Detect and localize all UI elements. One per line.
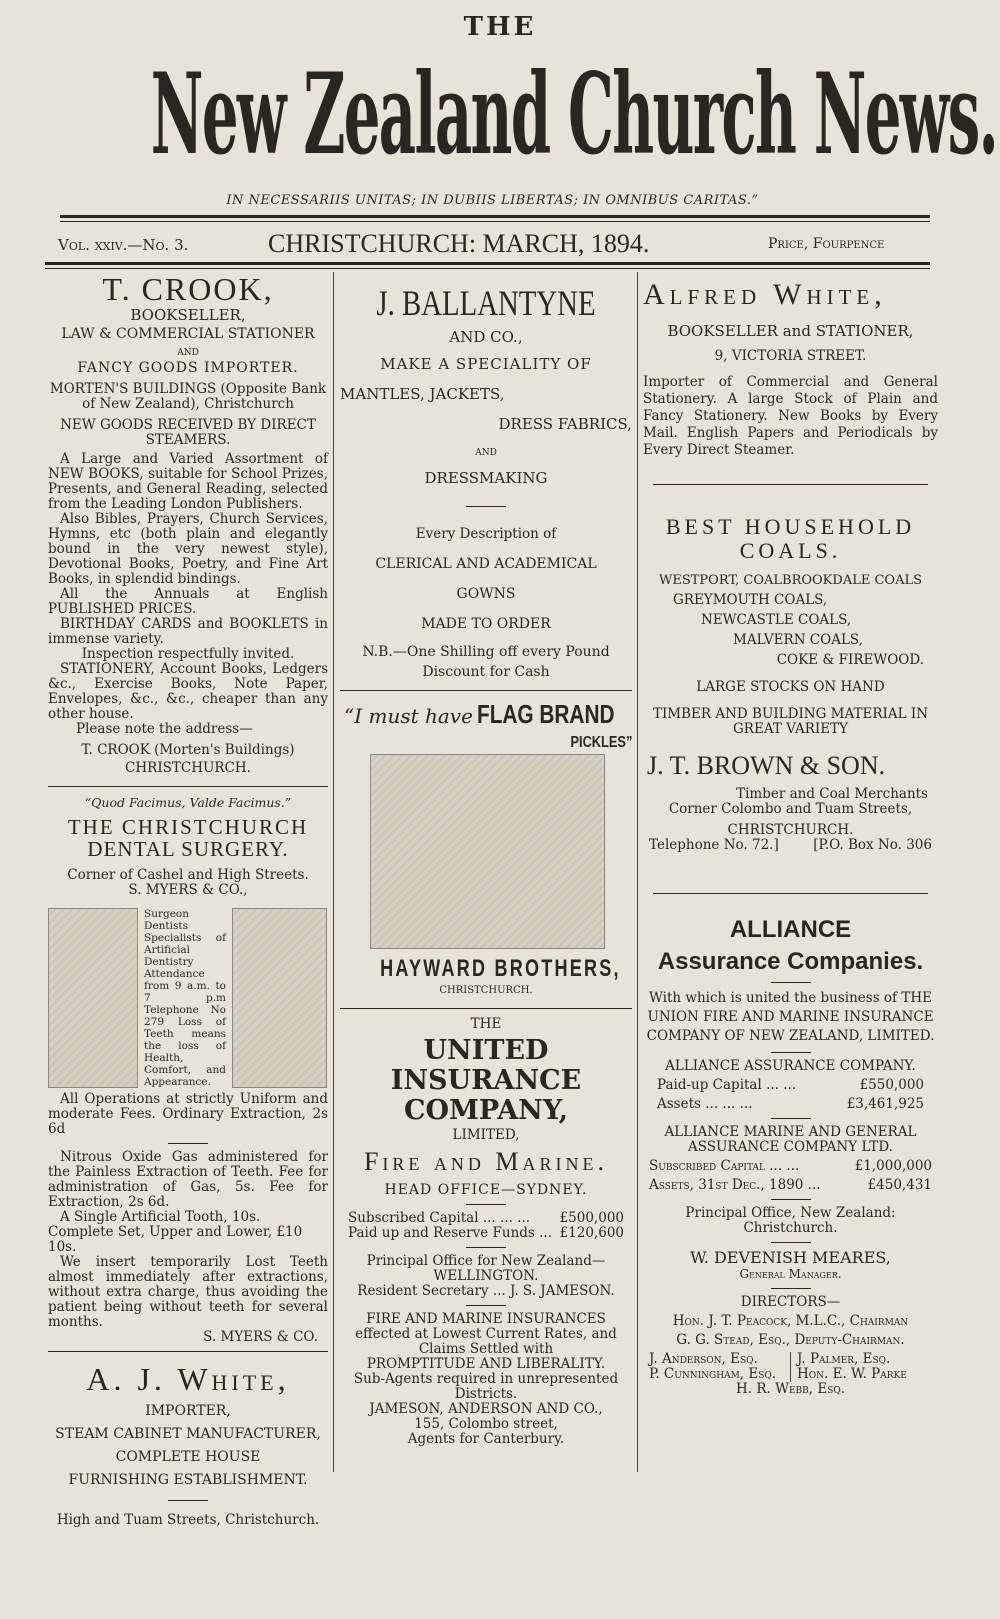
contact-row xyxy=(643,838,938,853)
ad-line: DRESSMAKING xyxy=(424,469,548,487)
row-label: Assets, 31st Dec., 1890 ... xyxy=(649,1177,821,1193)
divider xyxy=(653,893,928,894)
divider xyxy=(653,484,928,485)
ad-line: High and Tuam Streets, Christchurch. xyxy=(56,1512,320,1528)
row-label: Subscribed Capital ... ... xyxy=(649,1158,800,1174)
crook-ad xyxy=(48,272,328,776)
united-insurance-ad xyxy=(340,1017,632,1447)
ad-line: W. DEVENISH MEARES, xyxy=(690,1248,891,1267)
column-left xyxy=(48,272,328,1528)
newspaper-title: New Zealand Church News. xyxy=(150,47,998,180)
divider xyxy=(466,506,506,507)
ad-line: AND xyxy=(177,348,199,358)
ad-heading: Fire and Marine. xyxy=(363,1147,609,1176)
ad-paragraph: Importer of Commercial and General Stationery. A large Stock of Plain and Fancy Stationery. New Books by Every Mail. English Papers and Periodicals by Every Direct Steamer. xyxy=(643,374,938,458)
ad-paragraph: With which is united the business of THE UNION FIRE AND MARINE INSURANCE COMPANY OF NEW ZEALAND, LIMITED. xyxy=(646,990,935,1044)
column-divider xyxy=(637,272,638,1472)
ad-motto: “Quod Facimus, Valde Facimus.” xyxy=(84,795,292,810)
capital-row xyxy=(643,1174,938,1193)
ad-line: AND CO., xyxy=(449,328,523,346)
ad-paragraph: A Large and Varied Assortment of NEW BOOKS, suitable for School Prizes, Presents, and General Reading, selected from the Leading London Publishers. xyxy=(48,451,328,512)
motto: IN NECESSARIIS UNITAS; IN DUBIIS LIBERTAS; IN OMNIBUS CARITAS.” xyxy=(226,193,759,208)
divider xyxy=(168,1500,208,1501)
divider xyxy=(466,1305,506,1306)
divider xyxy=(771,1118,811,1119)
ad-line: TIMBER AND BUILDING MATERIAL IN GREAT VARIETY xyxy=(652,706,929,737)
divider xyxy=(60,215,930,218)
ad-heading: J. T. BROWN & SON. xyxy=(647,751,886,780)
woman-portrait-image xyxy=(48,908,138,1088)
divider xyxy=(48,786,328,787)
ad-paragraph: All Operations at strictly Uniform and moderate Fees. Ordinary Extraction, 2s 6d xyxy=(48,1091,328,1137)
ad-line: BOOKSELLER and STATIONER, xyxy=(667,322,914,340)
volume-number: Vol. xxiv.—No. 3. xyxy=(58,236,189,254)
telephone: Telephone No. 72.] xyxy=(649,837,779,853)
ad-line: CLERICAL AND ACADEMICAL xyxy=(375,556,597,572)
divider xyxy=(771,982,811,983)
ad-subheading: Assurance Companies. xyxy=(657,948,924,975)
divider xyxy=(340,1008,632,1009)
ad-line: S. MYERS & CO., xyxy=(128,882,248,898)
ad-paragraph: We insert temporarily Lost Teeth almost immediately after extractions, without extra charge, thus avoiding the patient being without teeth for several months. xyxy=(48,1254,328,1330)
ad-paragraph: Also Bibles, Prayers, Church Services, Hymns, etc (both plain and elegantly bound in the very newest style), Devotional Books, Poetry, and Fine Art Books, in splendid bindings. xyxy=(48,511,328,587)
ad-line: COKE & FIREWOOD. xyxy=(776,652,924,668)
ad-line: LAW & COMMERCIAL STATIONER xyxy=(61,326,315,342)
newspaper-title-wrap xyxy=(45,47,998,187)
ad-line: T. CROOK (Morten's Buildings) xyxy=(81,742,295,758)
ad-line: General Manager. xyxy=(739,1267,842,1281)
ad-signature: S. MYERS & CO. xyxy=(203,1329,318,1345)
ad-line: ALLIANCE ASSURANCE COMPANY. xyxy=(665,1058,916,1074)
column-right xyxy=(643,272,938,1397)
ad-heading: ALLIANCE xyxy=(729,916,852,943)
divider xyxy=(771,1199,811,1200)
ad-line: NEWCASTLE COALS, xyxy=(701,612,852,628)
ad-paragraph: BIRTHDAY CARDS and BOOKLETS in immense variety. xyxy=(48,616,328,647)
ad-line: WELLINGTON. xyxy=(433,1268,539,1284)
ad-line: JAMESON, ANDERSON AND CO., xyxy=(369,1401,603,1417)
ad-paragraph: Nitrous Oxide Gas administered for the Painless Extraction of Teeth. Fee for administration of Gas, 5s. Fee for Extraction, 2s 6d. xyxy=(48,1149,328,1210)
ad-line: N.B.—One Shilling off every Pound Discount for Cash xyxy=(362,644,610,680)
ad-line: IMPORTER, xyxy=(145,1403,231,1419)
ad-line: WESTPORT, COALBROOKDALE COALS xyxy=(658,573,922,588)
divider xyxy=(771,1242,811,1243)
capital-row xyxy=(643,1155,938,1174)
ad-paragraph: Inspection respectfully invited. xyxy=(81,646,295,662)
divider xyxy=(168,1143,208,1144)
ad-line: Sub-Agents required in unrepresented Districts. xyxy=(353,1371,619,1402)
aj-white-ad xyxy=(48,1362,328,1528)
ad-line: HEAD OFFICE—SYDNEY. xyxy=(384,1182,588,1198)
ad-paragraph: STATIONERY, Account Books, Ledgers &c., Exercise Books, Note Paper, Envelopes, &c., &c., cheaper than any other house. xyxy=(48,661,328,722)
ad-heading: Alfred White, xyxy=(643,278,887,311)
ad-line: Resident Secretary ... J. S. JAMESON. xyxy=(357,1283,615,1299)
row-label: Paid up and Reserve Funds ... xyxy=(348,1225,553,1241)
ad-sidebar-text: Surgeon Dentists Specialists of Artificial Dentistry Attendance from 9 a.m. to 7 p.m Telephone No 279 Loss of Teeth means the loss of Health, Comfort, and Appearance. xyxy=(144,908,226,1088)
director: H. R. Webb, Esq. xyxy=(735,1381,846,1397)
capital-row xyxy=(643,1074,938,1093)
ad-line: PICKLES” xyxy=(570,734,632,751)
flag-brand-pickles-ad xyxy=(340,699,632,998)
row-value: £1,000,000 xyxy=(854,1158,932,1174)
ad-line: STEAM CABINET MANUFACTURER, xyxy=(55,1426,321,1442)
ad-line: CHRISTCHURCH. xyxy=(125,760,251,776)
ad-line: MADE TO ORDER xyxy=(421,616,551,632)
ad-line: GOWNS xyxy=(456,586,516,602)
dental-illustration xyxy=(48,908,328,1088)
ad-line: AND xyxy=(475,448,497,458)
ad-paragraph: Complete Set, Upper and Lower, £10 10s. xyxy=(48,1224,303,1255)
row-label: Subscribed Capital ... ... ... xyxy=(348,1210,531,1226)
ad-line: Agents for Canterbury. xyxy=(407,1431,565,1447)
ad-heading: T. CROOK, xyxy=(102,271,274,307)
divider xyxy=(466,1247,506,1248)
ad-line: Corner Colombo and Tuam Streets, xyxy=(668,801,913,817)
ad-line: Principal Office for New Zealand— xyxy=(366,1253,606,1269)
price: Price, Fourpence xyxy=(768,236,885,252)
ballantyne-ad xyxy=(340,280,632,682)
divider xyxy=(45,268,930,269)
column-divider xyxy=(333,272,334,1472)
dental-surgery-ad xyxy=(48,795,328,1345)
director: P. Cunningham, Esq. xyxy=(649,1366,777,1382)
ad-line: CHRISTCHURCH. xyxy=(439,985,533,996)
row-value: £450,431 xyxy=(867,1177,932,1193)
ad-heading: THE CHRISTCHURCH xyxy=(67,815,309,839)
divider xyxy=(771,1288,811,1289)
ad-line: Every Description of xyxy=(415,526,557,542)
row-value: £3,461,925 xyxy=(846,1096,924,1112)
ad-paragraph: MORTEN'S BUILDINGS (Opposite Bank of New Zealand), Christchurch xyxy=(49,381,327,412)
po-box: [P.O. Box No. 306 xyxy=(813,837,932,853)
ad-line: FURNISHING ESTABLISHMENT. xyxy=(68,1472,308,1488)
ad-line: THE xyxy=(470,1016,502,1032)
ad-line: LARGE STOCKS ON HAND xyxy=(696,679,885,695)
ad-line: Principal Office, New Zealand: Christchurch. xyxy=(685,1205,896,1236)
ad-line: COMPLETE HOUSE xyxy=(115,1449,261,1465)
director: G. G. Stead, Esq., Deputy-Chairman. xyxy=(676,1332,905,1348)
alliance-ad xyxy=(643,916,938,1397)
ad-line: 9, VICTORIA STREET. xyxy=(714,348,867,364)
ad-line: 155, Colombo street, xyxy=(414,1416,558,1432)
row-value: £500,000 xyxy=(559,1210,624,1226)
ad-line: PROMPTITUDE AND LIBERALITY. xyxy=(366,1356,606,1372)
dinner-scene-illustration xyxy=(370,754,605,949)
divider xyxy=(771,1052,811,1053)
ad-line: FANCY GOODS IMPORTER. xyxy=(77,360,299,376)
director: Hon. J. T. Peacock, M.L.C., Chairman xyxy=(672,1313,909,1329)
ad-line: GREYMOUTH COALS, xyxy=(673,592,828,608)
coals-ad xyxy=(643,515,938,853)
director: J. Anderson, Esq. xyxy=(649,1351,758,1367)
ad-heading: UNITED INSURANCE COMPANY, xyxy=(390,1035,582,1126)
director: Hon. E. W. Parke xyxy=(797,1366,907,1382)
masthead-the: THE xyxy=(463,12,537,42)
ad-line: BOOKSELLER, xyxy=(130,306,246,324)
ad-line: DRESS FABRICS, xyxy=(498,415,632,433)
director-grid xyxy=(643,1352,938,1382)
ad-line: MALVERN COALS, xyxy=(733,632,863,648)
ad-heading: A. J. White, xyxy=(86,1361,290,1397)
ad-line: Corner of Cashel and High Streets. xyxy=(67,867,309,883)
ad-script-text: “I must have xyxy=(344,704,473,728)
ad-line: FIRE AND MARINE INSURANCES xyxy=(366,1311,606,1327)
dateline: CHRISTCHURCH: MARCH, 1894. xyxy=(268,229,650,258)
divider xyxy=(60,221,930,222)
man-portrait-image xyxy=(232,908,327,1088)
divider xyxy=(340,690,632,691)
row-label: Assets ... ... ... xyxy=(657,1096,753,1112)
row-value: £550,000 xyxy=(859,1077,924,1093)
ad-line: CHRISTCHURCH. xyxy=(727,822,854,838)
ad-paragraph: A Single Artificial Tooth, 10s. xyxy=(60,1209,261,1225)
director: J. Palmer, Esq. xyxy=(797,1351,891,1367)
column-middle xyxy=(340,272,632,1447)
divider xyxy=(48,1351,328,1352)
capital-row xyxy=(643,1093,938,1112)
ad-heading: HAYWARD BROTHERS, xyxy=(380,955,621,982)
ad-line: ALLIANCE MARINE AND GENERAL ASSURANCE COMPANY LTD. xyxy=(664,1124,917,1155)
capital-row xyxy=(340,1226,632,1241)
capital-row xyxy=(340,1211,632,1226)
row-label: Paid-up Capital ... ... xyxy=(657,1077,797,1093)
ad-heading: BEST HOUSEHOLD COALS. xyxy=(665,514,916,563)
ad-heading: FLAG BRAND xyxy=(476,699,615,729)
ad-line: LIMITED, xyxy=(452,1127,520,1143)
row-value: £120,600 xyxy=(559,1225,624,1241)
ad-heading: DENTAL SURGERY. xyxy=(87,837,289,861)
ad-line: DIRECTORS— xyxy=(740,1294,841,1310)
ad-paragraph: All the Annuals at English PUBLISHED PRICES. xyxy=(48,586,328,617)
ad-line: effected at Lowest Current Rates, and Claims Settled with xyxy=(355,1326,617,1357)
alfred-white-ad xyxy=(643,272,938,459)
ad-heading: J. BALLANTYNE xyxy=(376,283,596,323)
ad-line: Timber and Coal Merchants xyxy=(736,786,928,802)
ad-line: MANTLES, JACKETS, xyxy=(340,385,505,403)
divider xyxy=(45,262,930,265)
divider xyxy=(466,1204,506,1205)
ad-line: MAKE A SPECIALITY OF xyxy=(380,355,592,373)
ad-paragraph: Please note the address— xyxy=(76,721,253,737)
ad-paragraph: NEW GOODS RECEIVED BY DIRECT STEAMERS. xyxy=(60,417,316,448)
